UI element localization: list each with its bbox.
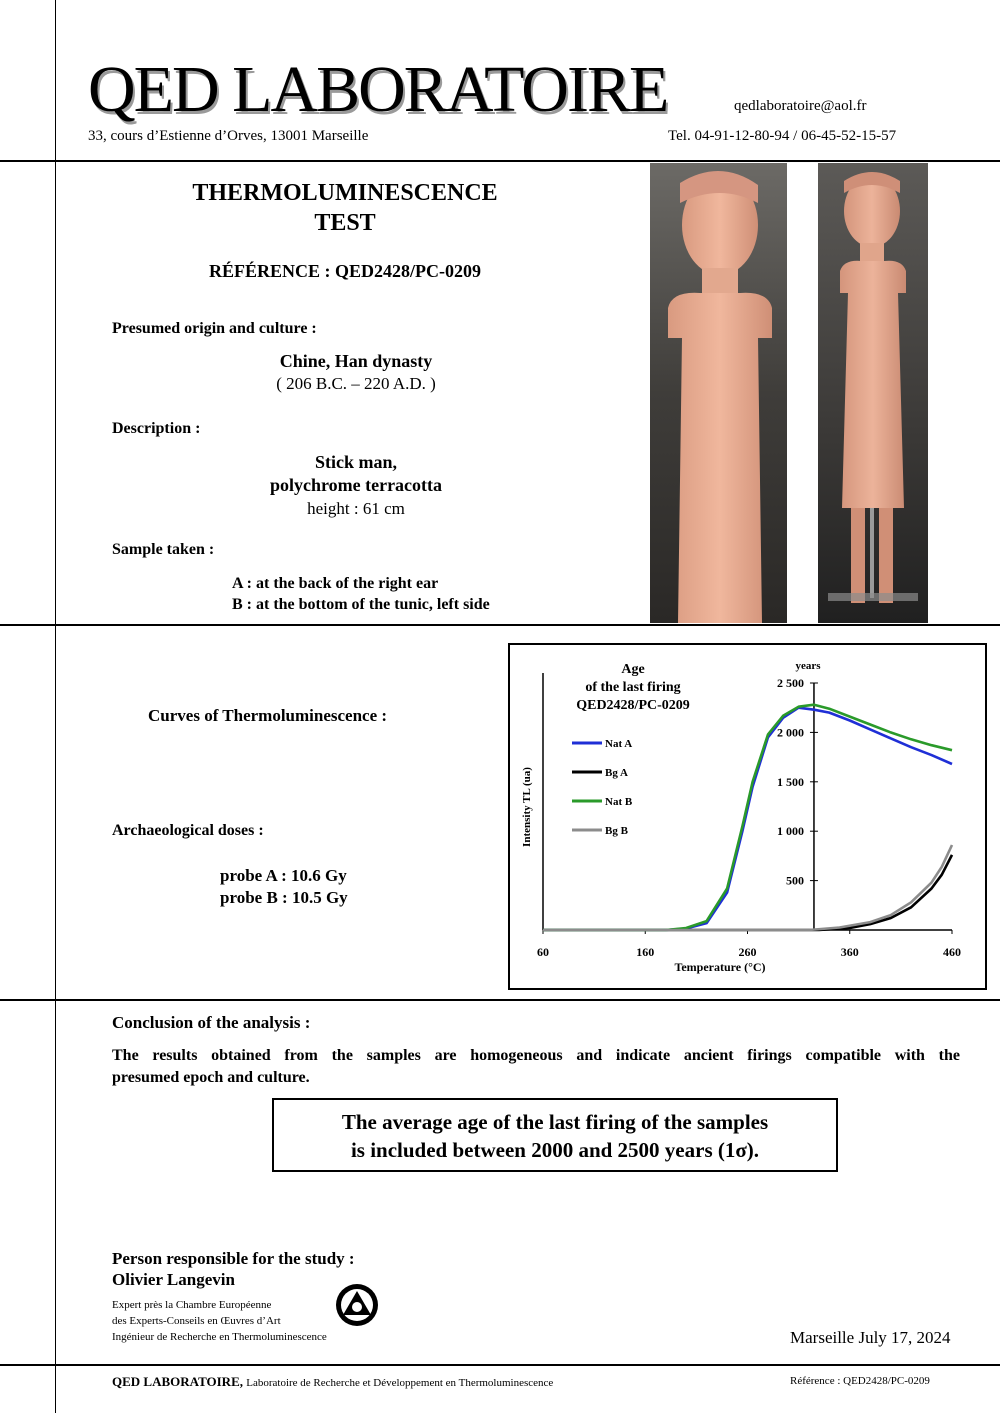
y-axis-label: Intensity TL (ua) (521, 767, 533, 847)
figure-front-image (650, 163, 787, 623)
photo-full-figure (818, 163, 928, 623)
legend-label: Bg A (605, 767, 628, 779)
age-tick-label: 2 000 (776, 725, 804, 740)
figure-full-image (818, 163, 928, 623)
signature-date: Marseille July 17, 2024 (790, 1328, 951, 1347)
footer-reference: Référence : QED2428/PC-0209 (790, 1375, 930, 1387)
lab-phone: Tel. 04-91-12-80-94 / 06-45-52-15-57 (668, 128, 897, 144)
conclusion-label: Conclusion of the analysis : (112, 1013, 311, 1032)
responsible-title2: des Experts-Conseils en Œuvres d’Art (112, 1315, 281, 1327)
tl-chart (510, 645, 985, 988)
description-line2: polychrome terracotta (269, 475, 443, 495)
chart-title-line: QED2428/PC-0209 (576, 698, 690, 713)
test-title (160, 178, 530, 238)
result-line1: The average age of the last firing of the samples (341, 1110, 769, 1134)
expert-association-logo (334, 1282, 380, 1328)
lab-email[interactable]: qedlaboratoire@aol.fr (734, 98, 867, 114)
series-line-bg-a (543, 855, 952, 930)
x-tick-label: 260 (738, 945, 757, 959)
x-tick-label: 60 (537, 945, 549, 959)
age-tick-label: 500 (785, 873, 804, 888)
footer-lab-name: QED LABORATOIRE, (112, 1374, 243, 1389)
conclusion-line2: presumed epoch and culture. (112, 1069, 310, 1086)
footer-lab-desc: Laboratoire de Recherche et Développement en Thermoluminescence (246, 1377, 554, 1389)
origin-culture: Chine, Han dynasty (279, 351, 433, 371)
tl-chart-frame (508, 643, 987, 990)
responsible-label: Person responsible for the study : (112, 1249, 355, 1268)
curves-label: Curves of Thermoluminescence : (148, 706, 388, 725)
x-tick-label: 160 (636, 945, 655, 959)
doses-values (220, 865, 348, 909)
test-title-line2: TEST (314, 210, 376, 236)
x-axis-label: Temperature (°C) (674, 960, 766, 974)
origin-label: Presumed origin and culture : (112, 320, 317, 337)
conclusion-text (112, 1045, 960, 1089)
description-label: Description : (112, 420, 201, 437)
lab-address: 33, cours d’Estienne d’Orves, 13001 Marseille (88, 128, 369, 144)
section-divider-1 (0, 624, 1000, 626)
legend-label: Nat A (605, 738, 633, 750)
chart-title-line: of the last firing (585, 680, 681, 695)
sample-a: A : at the back of the right ear (232, 575, 439, 592)
lab-title: QED LABORATOIRE (88, 53, 668, 126)
responsible-name: Olivier Langevin (112, 1270, 235, 1289)
result-box (272, 1098, 838, 1172)
footer-divider (0, 1364, 1000, 1366)
responsible-title1: Expert près la Chambre Européenne (112, 1299, 272, 1311)
chart-title-line: Age (621, 662, 645, 677)
age-tick-label: 2 500 (776, 676, 804, 690)
sample-b: B : at the bottom of the tunic, left side (232, 596, 490, 613)
responsible-block (112, 1248, 355, 1290)
responsible-titles (112, 1297, 327, 1345)
description-text (226, 451, 486, 520)
footer-lab (112, 1374, 553, 1390)
conclusion-line1: The results obtained from the samples are homogeneous and indicate ancient firings compatible with the (112, 1047, 960, 1064)
test-title-line1: THERMOLUMINESCENCE (192, 180, 498, 206)
sample-label: Sample taken : (112, 541, 215, 558)
dose-probe-b: probe B : 10.5 Gy (220, 888, 348, 907)
age-axis-label: years (795, 660, 821, 672)
legend-label: Bg B (605, 825, 628, 837)
reference-heading: RÉFÉRENCE : QED2428/PC-0209 (208, 261, 481, 281)
photo-front-view (650, 163, 787, 623)
legend-label: Nat B (605, 796, 633, 808)
x-tick-label: 460 (943, 945, 961, 959)
sample-list (232, 573, 490, 615)
header-divider (0, 160, 1000, 162)
dose-probe-a: probe A : 10.6 Gy (220, 866, 347, 885)
description-line1: Stick man, (314, 452, 397, 472)
doses-label: Archaeological doses : (112, 822, 264, 839)
age-tick-label: 1 500 (776, 774, 804, 789)
origin-period: ( 206 B.C. – 220 A.D. ) (276, 374, 436, 393)
x-tick-label: 360 (840, 945, 859, 959)
result-line2: is included between 2000 and 2500 years (1σ). (350, 1138, 760, 1162)
left-margin-rule (55, 0, 56, 1413)
responsible-title3: Ingénieur de Recherche en Thermoluminescence (112, 1331, 327, 1343)
age-tick-label: 1 000 (776, 824, 804, 839)
description-height: height : 61 cm (307, 499, 405, 518)
section-divider-2 (0, 999, 1000, 1001)
